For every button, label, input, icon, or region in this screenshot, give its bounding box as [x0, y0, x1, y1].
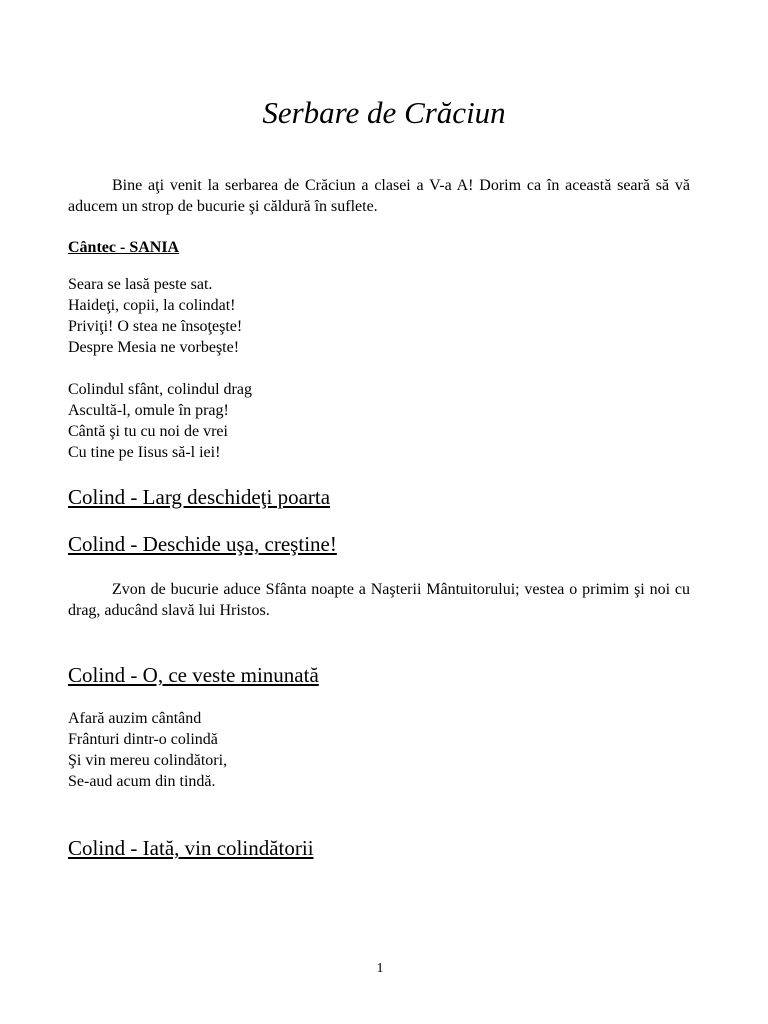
page-number: 1 — [376, 961, 384, 976]
song-label: Cântec - SANIA — [68, 239, 180, 256]
document-title: Serbare de Crăciun — [262, 95, 506, 130]
carol-heading-o-ce-veste: Colind - O, ce veste minunată — [68, 663, 319, 687]
carol-heading-iata-vin-colindatorii: Colind - Iată, vin colindătorii — [68, 836, 314, 860]
stanza-1 — [68, 274, 242, 358]
stanza-line: Şi vin mereu colindători, — [68, 752, 228, 769]
stanza-line: Cântă şi tu cu noi de vrei — [68, 423, 228, 440]
stanza-line: Priviţi! O stea ne însoţeşte! — [68, 318, 243, 335]
stanza-line: Colindul sfânt, colindul drag — [68, 381, 252, 398]
intro-paragraph: Bine aţi venit la serbarea de Crăciun a clasei a V-a A! Dorim ca în această seară să vă aducem un strop de bucurie şi căldură în suflete. — [68, 177, 690, 215]
stanza-line: Cu tine pe Iisus să-l iei! — [68, 444, 221, 461]
stanza-line: Seara se lasă peste sat. — [68, 276, 213, 293]
stanza-line: Despre Mesia ne vorbeşte! — [68, 339, 240, 356]
stanza-line: Afară auzim cântând — [68, 710, 202, 727]
stanza-line: Frânturi dintr-o colindă — [68, 731, 218, 748]
zvon-paragraph: Zvon de bucurie aduce Sfânta noapte a Naşterii Mântuitorului; vestea o primim şi noi cu drag, aducând slavă lui Hristos. — [68, 581, 690, 619]
stanza-line: Se-aud acum din tindă. — [68, 773, 216, 790]
carol-heading-deschide-usa: Colind - Deschide uşa, creştine! — [68, 532, 337, 556]
carol-heading-larg-deschideti-poarta: Colind - Larg deschideţi poarta — [68, 485, 331, 509]
stanza-line: Haideţi, copii, la colindat! — [68, 297, 236, 314]
stanza-line: Ascultă-l, omule în prag! — [68, 402, 229, 419]
stanza-2 — [68, 379, 252, 463]
stanza-3 — [68, 708, 227, 792]
